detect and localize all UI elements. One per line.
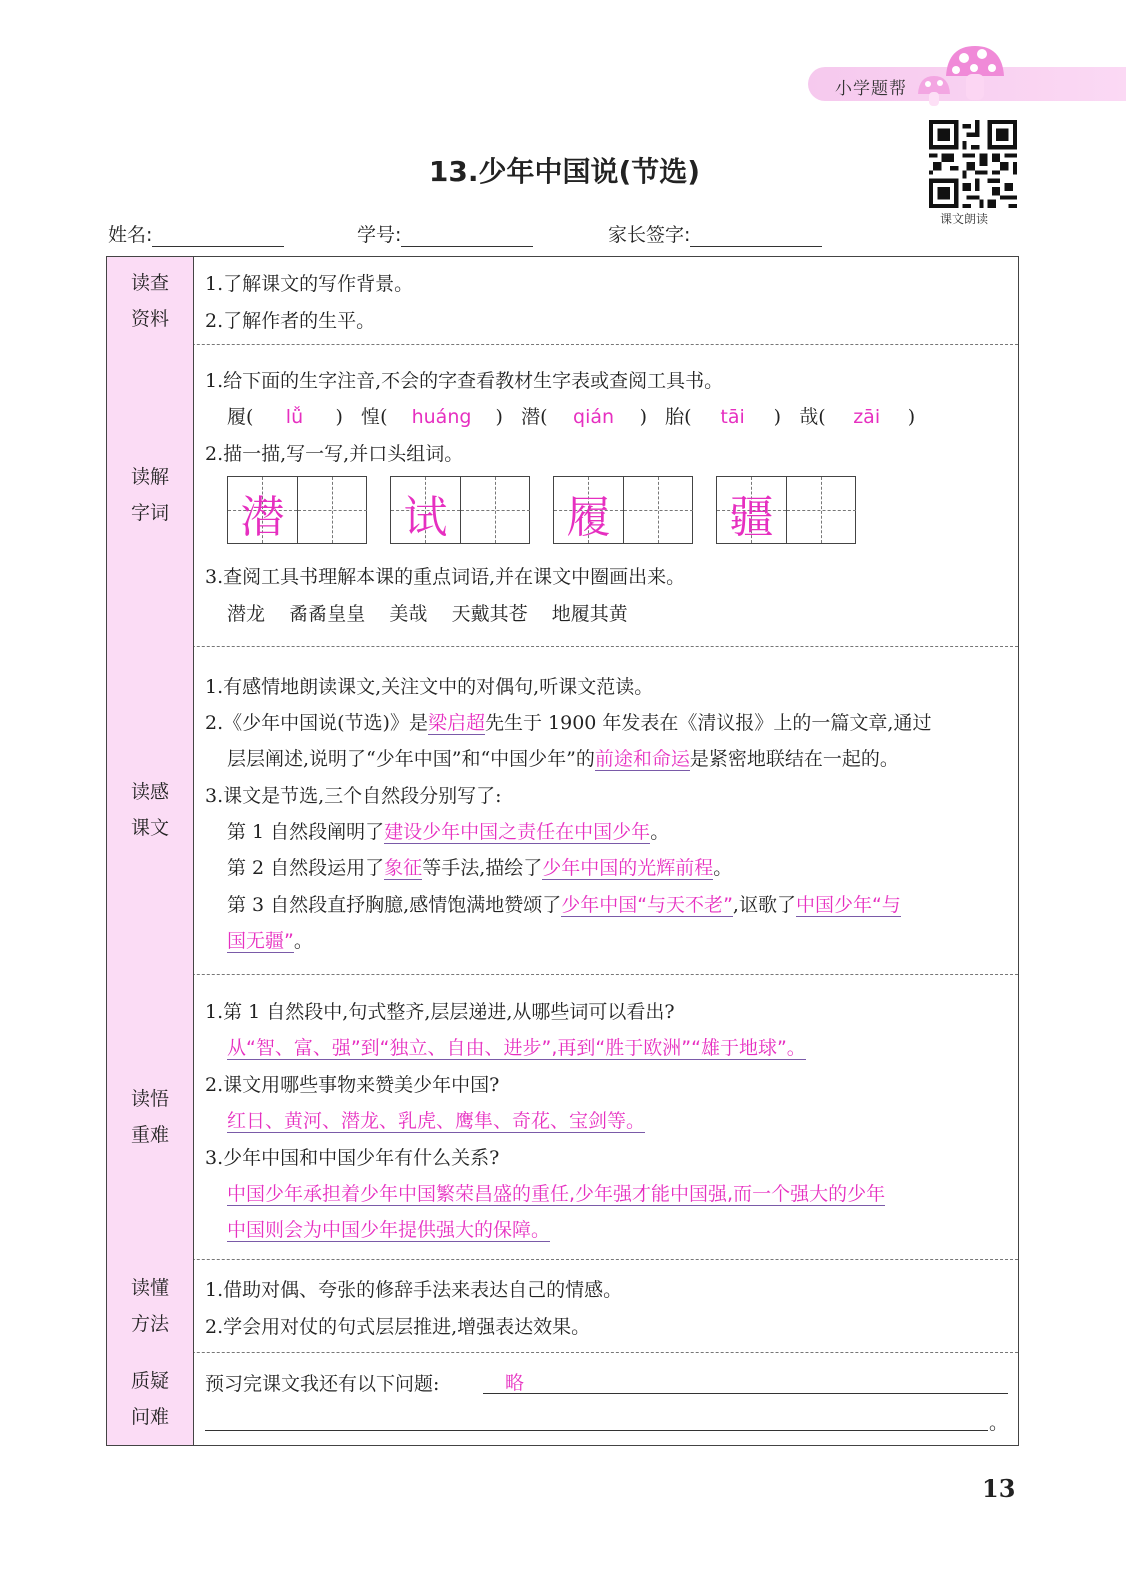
answer-line[interactable]: 中国少年承担着少年中国繁荣昌盛的重任,少年强才能中国强,而一个强大的少年	[227, 1183, 886, 1205]
section-label: 读悟 重难	[107, 974, 194, 1259]
id-field[interactable]	[357, 220, 533, 247]
parent-label: 家长签字:	[608, 224, 691, 246]
id-blank[interactable]	[401, 228, 533, 247]
task-line: 第 2 自然段运用了象征等手法,描绘了少年中国的光辉前程。	[227, 857, 733, 879]
answer-blank[interactable]: 建设少年中国之责任在中国少年	[384, 821, 651, 843]
pinyin-answer[interactable]: huáng	[411, 406, 472, 428]
answer-line[interactable]: 从“智、富、强”到“独立、自由、进步”,再到“胜于欧洲”“雄于地球”。	[227, 1037, 806, 1059]
section-research	[107, 257, 1018, 345]
pinyin-answer[interactable]: tāi	[720, 406, 745, 428]
task-line: 国无疆”。	[227, 930, 313, 952]
section-difficulty	[107, 974, 1018, 1260]
pinyin-answer[interactable]: lǚ	[285, 406, 304, 428]
task-line: 2.了解作者的生平。	[205, 310, 376, 332]
writing-boxes	[227, 476, 867, 546]
writing-grid[interactable]: 潜	[227, 476, 367, 544]
task-line: 层层阐述,说明了“少年中国”和“中国少年”的前途和命运是紧密地联结在一起的。	[227, 748, 899, 770]
question-text: 2.描一描,写一写,并口头组词。	[205, 443, 464, 465]
answer-blank[interactable]: 国无疆”	[227, 930, 294, 952]
key-words: 潜龙 矞矞皇皇 美哉 天戴其苍 地履其黄	[227, 603, 628, 625]
answer-blank[interactable]: 前途和命运	[594, 748, 690, 770]
id-label: 学号:	[357, 224, 402, 246]
task-line: 1.借助对偶、夸张的修辞手法来表达自己的情感。	[205, 1279, 623, 1301]
name-field[interactable]	[108, 220, 284, 247]
question-text: 1.第 1 自然段中,句式整齐,层层递进,从哪些词可以看出?	[205, 1001, 675, 1023]
answer-blank[interactable]: 中国少年“与	[795, 894, 901, 916]
qr-caption: 课文朗读	[940, 212, 989, 226]
worksheet-table	[106, 256, 1019, 1446]
writing-grid[interactable]: 履	[553, 476, 693, 544]
pinyin-answer[interactable]: qián	[573, 406, 615, 428]
parent-signature-field[interactable]	[608, 220, 822, 247]
writing-grid[interactable]: 疆	[716, 476, 856, 544]
task-line: 2.学会用对仗的句式层层推进,增强表达效果。	[205, 1316, 591, 1338]
end-mark: 。	[988, 1412, 1008, 1434]
question-blank[interactable]	[483, 1393, 1008, 1394]
section-vocabulary	[107, 344, 1018, 647]
section-label: 质疑 问难	[107, 1352, 194, 1445]
name-label: 姓名:	[108, 224, 153, 246]
section-method	[107, 1259, 1018, 1353]
answer-line[interactable]: 中国则会为中国少年提供强大的保障。	[227, 1219, 551, 1241]
task-line: 1.了解课文的写作背景。	[205, 273, 414, 295]
section-label: 读解 字词	[107, 344, 194, 646]
pinyin-answer[interactable]: zāi	[853, 406, 881, 428]
task-line: 第 3 自然段直抒胸臆,感情饱满地赞颂了少年中国“与天不老”,讴歌了中国少年“与	[227, 894, 901, 916]
question-text: 1.给下面的生字注音,不会的字查看教材生字表或查阅工具书。	[205, 370, 724, 392]
answer-line[interactable]: 红日、黄河、潜龙、乳虎、鹰隼、奇花、宝剑等。	[227, 1110, 646, 1132]
name-blank[interactable]	[152, 228, 284, 247]
task-line: 第 1 自然段阐明了建设少年中国之责任在中国少年。	[227, 821, 670, 843]
section-label: 读感 课文	[107, 646, 194, 974]
question-text: 2.课文用哪些事物来赞美少年中国?	[205, 1074, 500, 1096]
writing-grid[interactable]: 试	[390, 476, 530, 544]
question-text: 3.查阅工具书理解本课的重点词语,并在课文中圈画出来。	[205, 566, 686, 588]
answer-blank[interactable]: 象征	[384, 857, 423, 879]
brand-label: 小学题帮	[835, 79, 907, 99]
page-title: 13.少年中国说(节选)	[428, 155, 701, 188]
section-questions	[107, 1352, 1018, 1445]
section-label: 读查 资料	[107, 257, 194, 344]
answer-blank[interactable]: 少年中国“与天不老”	[561, 894, 733, 916]
task-line: 2.《少年中国说(节选)》是梁启超先生于 1900 年发表在《清议报》上的一篇文章,通过	[205, 712, 932, 734]
answer-blank[interactable]: 梁启超	[427, 712, 485, 734]
section-label: 读懂 方法	[107, 1259, 194, 1352]
small-mushroom-icon	[916, 74, 952, 108]
page-number: 13	[982, 1474, 1016, 1503]
question-answer: 略	[505, 1372, 525, 1394]
pinyin-row: 履( lǚ ) 惶( huáng ) 潜( qián ) 胎( tāi ) 哉( zāi )	[227, 406, 916, 428]
parent-blank[interactable]	[690, 228, 822, 247]
task-line: 3.课文是节选,三个自然段分别写了:	[205, 785, 502, 807]
question-text: 预习完课文我还有以下问题:	[205, 1373, 440, 1395]
answer-blank[interactable]: 少年中国的光辉前程	[542, 857, 714, 879]
section-reading	[107, 646, 1018, 975]
question-text: 3.少年中国和中国少年有什么关系?	[205, 1147, 500, 1169]
task-line: 1.有感情地朗读课文,关注文中的对偶句,听课文范读。	[205, 676, 654, 698]
question-blank-2[interactable]	[205, 1430, 988, 1431]
